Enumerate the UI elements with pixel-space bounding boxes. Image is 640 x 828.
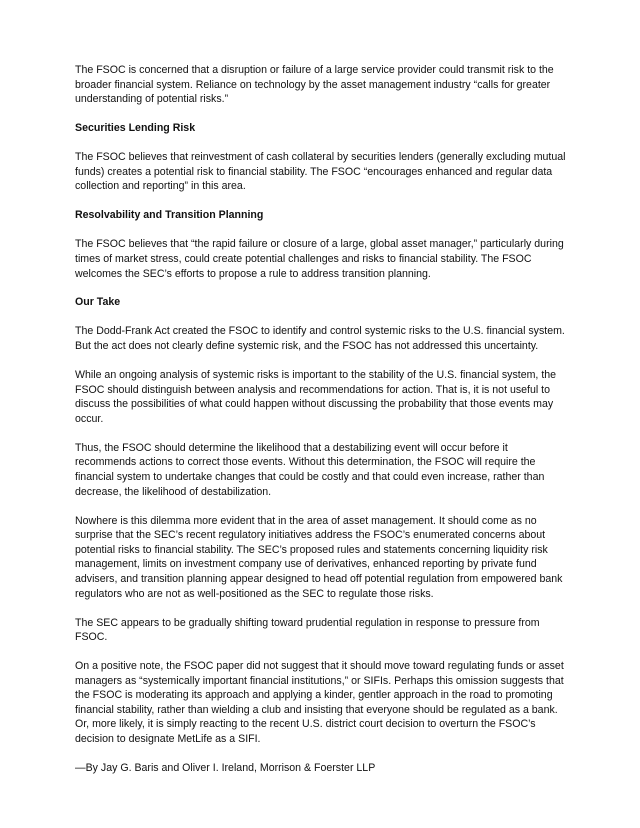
- heading-our-take: Our Take: [75, 296, 121, 309]
- author-byline: —By Jay G. Baris and Oliver I. Ireland, Morrison & Foerster LLP: [75, 762, 376, 775]
- paragraph-service-provider-risk: The FSOC is concerned that a disruption or failure of a large service provider could transmit risk to the broader financial system. Reliance on technology by the asset management industry “calls for greater understanding of potential risks.”: [75, 64, 554, 106]
- paragraph-positive-note: On a positive note, the FSOC paper did not suggest that it should move toward regulating funds or asset managers as “systemically important financial institutions,” or SIFIs. Perhaps this omission suggests that the FSOC is moderating its approach and applying a kinder, gentler approach in the road to promoting financial stability, rather than wielding a club and insisting that everyone should be regulated as a bank. Or, more likely, it is simply reacting to the recent U.S. district court decision to overturn the FSOC’s decision to designate MetLife as a SIFI.: [75, 660, 564, 746]
- heading-resolvability: Resolvability and Transition Planning: [75, 209, 264, 222]
- paragraph-analysis: While an ongoing analysis of systemic risks is important to the stability of the U.S. financial system, the FSOC should distinguish between analysis and recommendations for action. That is, it is not useful to discuss the possibilities of what could happen without discussing the probability that those events may occur.: [75, 369, 557, 425]
- heading-securities-lending-risk: Securities Lending Risk: [75, 122, 196, 135]
- document-page: [75, 63, 570, 776]
- paragraph-resolvability: The FSOC believes that “the rapid failure or closure of a large, global asset manager,” particularly during times of market stress, could create potential challenges and risks to financial stability. The FSOC welcomes the SEC’s efforts to propose a rule to address transition planning.: [75, 238, 564, 280]
- paragraph-securities-lending: The FSOC believes that reinvestment of cash collateral by securities lenders (generally excluding mutual funds) creates a potential risk to financial stability. The FSOC “encourages enhanced and regular data collection and reporting” in this area.: [75, 151, 566, 193]
- paragraph-likelihood: Thus, the FSOC should determine the likelihood that a destabilizing event will occur before it recommends actions to correct those events. Without this determination, the FSOC will require the financial system to undertake changes that could be costly and that could even increase, rather than decrease, the likelihood of destabilization.: [75, 441, 545, 498]
- paragraph-asset-management: Nowhere is this dilemma more evident that in the area of asset management. It should come as no surprise that the SEC’s recent regulatory initiatives address the FSOC’s enumerated concerns about potential risks to financial stability. The SEC’s proposed rules and statements concerning liquidity risk management, limits on investment company use of derivatives, enhanced reporting by private fund advisers, and transition planning appear designed to head off potential regulation from empowered bank regulators who are not as well-positioned as the SEC to regulate those risks.: [75, 514, 563, 600]
- paragraph-dodd-frank: The Dodd-Frank Act created the FSOC to identify and control systemic risks to the U.S. financial system. But the act does not clearly define systemic risk, and the FSOC has not addressed this uncertainty.: [75, 325, 565, 353]
- paragraph-prudential-regulation: The SEC appears to be gradually shifting toward prudential regulation in response to pressure from FSOC.: [75, 616, 540, 644]
